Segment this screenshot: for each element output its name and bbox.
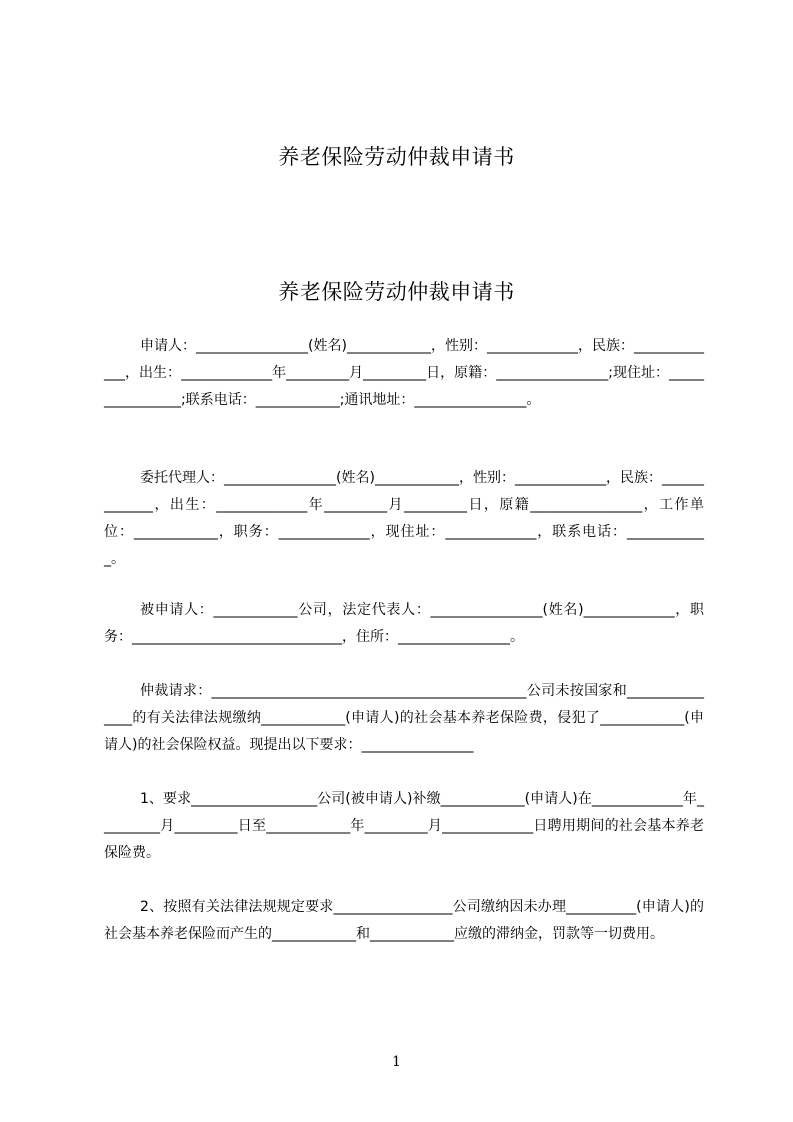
document-title-main: 养老保险劳动仲裁申请书 xyxy=(278,280,515,304)
agent-paragraph: 委托代理人：________________(姓名)____________，性别：_____________，民族：_____________，出生：_____________年_________月_________日，原籍________________，工作单位：____________，职务：_____________，现住址：_____________，联系电话：____________。 xyxy=(104,470,704,567)
document-title-top: 养老保险劳动仲裁申请书 xyxy=(278,145,515,169)
respondent-paragraph: 被申请人：____________公司，法定代表人：________________(姓名)_____________，职务：______________________________，住所：________________。 xyxy=(104,602,704,645)
page-number: 1 xyxy=(392,1054,401,1070)
request-item-2: 2、按照有关法律法规规定要求_________________公司缴纳因未办理__________(申请人)的社会基本养老保险而产生的____________和____________应缴的滞纳金，罚款等一切费用。 xyxy=(104,899,704,942)
applicant-paragraph: 申请人：________________(姓名)____________，性别：_____________，民族：_____________，出生：_____________年_________月_________日，原籍：________________;现住址：________________;联系电话：____________;通讯地址：________________。 xyxy=(104,338,704,408)
request-item-1: 1、要求__________________公司(被申请人)补缴____________(申请人)在_____________年_________月_________日至____________年_________月_____________日聘用期间的社会基本养老保险费。 xyxy=(104,791,704,861)
arbitration-request-paragraph: 仲裁请求：_____________________________________________公司未按国家和_______________的有关法律法规缴纳____________(申请人)的社会基本养老保险费，侵犯了____________(申请人)的社会保险权益。现提出以下要求：________________ xyxy=(104,683,704,753)
